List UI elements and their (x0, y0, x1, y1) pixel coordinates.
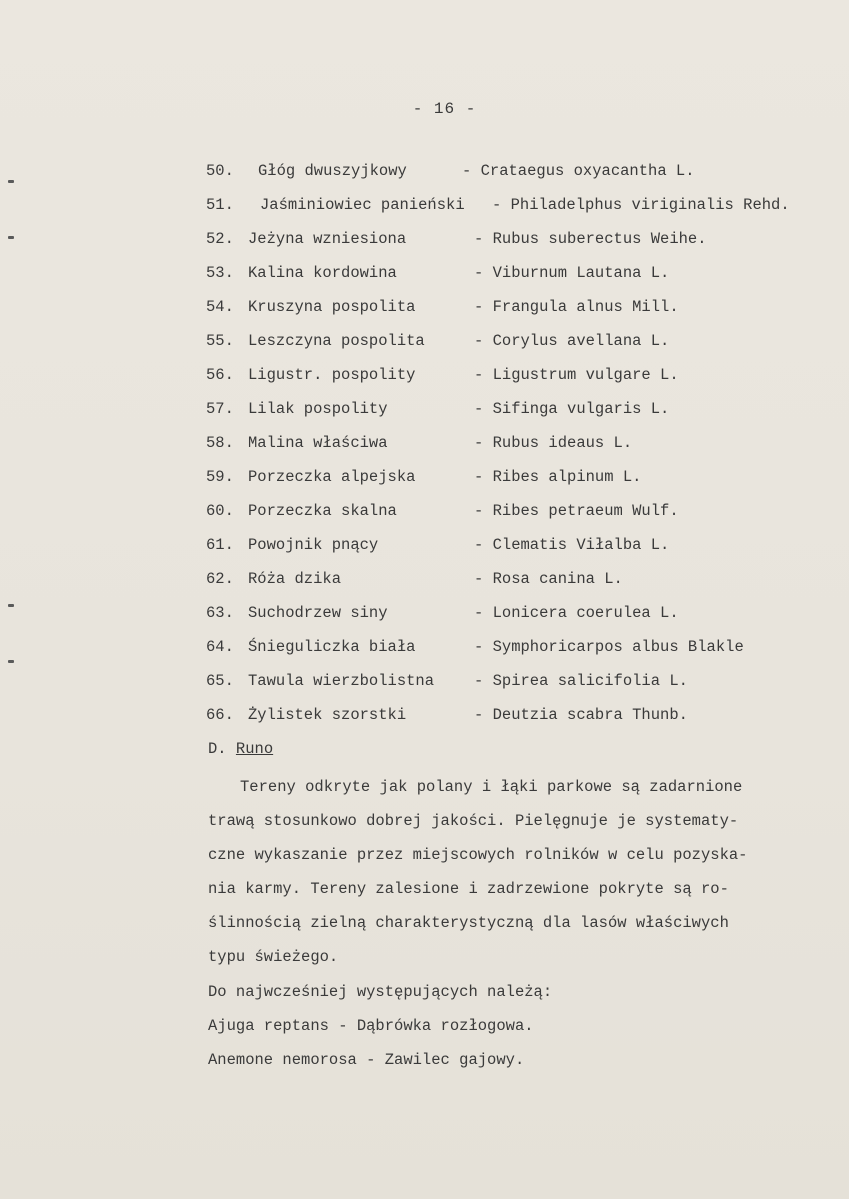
polish-name: Kruszyna pospolita (248, 298, 416, 316)
item-number: 62. (206, 570, 234, 588)
polish-name: Głóg dwuszyjkowy (258, 162, 407, 180)
polish-name: Kalina kordowina (248, 264, 397, 282)
latin-name: - Viburnum Lautana L. (474, 264, 670, 282)
latin-name: - Rosa canina L. (474, 570, 623, 588)
polish-name: Jaśminiowiec panieński (260, 196, 465, 214)
item-number: 66. (206, 706, 234, 724)
latin-name: - Lonicera coerulea L. (474, 604, 679, 622)
list-item (206, 464, 836, 498)
item-number: 50. (206, 162, 234, 180)
item-number: 54. (206, 298, 234, 316)
list-item (206, 566, 836, 600)
polish-name: Żylistek szorstki (248, 706, 407, 724)
latin-name: - Sifinga vulgaris L. (474, 400, 670, 418)
polish-name: Jeżyna wzniesiona (248, 230, 407, 248)
polish-name: Śnieguliczka biała (248, 638, 416, 656)
item-number: 64. (206, 638, 234, 656)
item-number: 51. (206, 196, 234, 214)
paragraph-line: czne wykaszanie przez miejscowych rolników w celu pozyska- (208, 846, 748, 864)
paragraph-line: typu świeżego. (208, 948, 339, 966)
latin-name: - Symphoricarpos albus Blakle (474, 638, 744, 656)
paragraph-line: Tereny odkryte jak polany i łąki parkowe są zadarnione (240, 778, 743, 796)
margin-mark (8, 660, 14, 663)
item-number: 53. (206, 264, 234, 282)
paragraph-line: ślinnością zielną charakterystyczną dla lasów właściwych (208, 914, 729, 932)
list-item (206, 668, 836, 702)
item-number: 58. (206, 434, 234, 452)
latin-name: - Deutzia scabra Thunb. (474, 706, 688, 724)
latin-name: - Rubus ideaus L. (474, 434, 633, 452)
latin-name: - Clematis Viłalba L. (474, 536, 670, 554)
text-line: Do najwcześniej występujących należą: (208, 983, 553, 1001)
item-number: 63. (206, 604, 234, 622)
paragraph-line: nia karmy. Tereny zalesione i zadrzewione pokryte są ro- (208, 880, 729, 898)
item-number: 56. (206, 366, 234, 384)
polish-name: Suchodrzew siny (248, 604, 388, 622)
latin-name: - Frangula alnus Mill. (474, 298, 679, 316)
polish-name: Tawula wierzbolistna (248, 672, 435, 690)
list-item (206, 226, 836, 260)
trailing-text (208, 975, 552, 1077)
latin-name: - Crataegus oxyacantha L. (462, 162, 695, 180)
body-paragraph (208, 770, 818, 974)
item-number: 52. (206, 230, 234, 248)
latin-name: - Corylus avellana L. (474, 332, 670, 350)
polish-name: Leszczyna pospolita (248, 332, 425, 350)
section-heading (208, 740, 273, 758)
polish-name: Porzeczka skalna (248, 502, 397, 520)
list-item (206, 702, 836, 736)
margin-mark (8, 604, 14, 607)
paragraph-line: trawą stosunkowo dobrej jakości. Pielęgnuje je systematy- (208, 812, 739, 830)
item-number: 61. (206, 536, 234, 554)
polish-name: Róża dzika (248, 570, 342, 588)
margin-mark (8, 180, 14, 183)
latin-name: - Ligustrum vulgare L. (474, 366, 679, 384)
latin-name: - Rubus suberectus Weihe. (474, 230, 707, 248)
item-number: 59. (206, 468, 234, 486)
text-line: Anemone nemorosa - Zawilec gajowy. (208, 1051, 525, 1069)
list-item (206, 600, 836, 634)
list-item (206, 430, 836, 464)
list-item (206, 328, 836, 362)
species-list (206, 158, 836, 736)
list-item (206, 158, 836, 192)
polish-name: Malina właściwa (248, 434, 388, 452)
polish-name: Powojnik pnący (248, 536, 379, 554)
latin-name: - Philadelphus viriginalis Rehd. (492, 196, 790, 214)
list-item (206, 362, 836, 396)
latin-name: - Ribes petraeum Wulf. (474, 502, 679, 520)
list-item (206, 532, 836, 566)
polish-name: Lilak pospolity (248, 400, 388, 418)
list-item (206, 634, 836, 668)
list-item (206, 260, 836, 294)
margin-mark (8, 236, 14, 239)
latin-name: - Spirea salicifolia L. (474, 672, 688, 690)
polish-name: Ligustr. pospolity (248, 366, 416, 384)
list-item (206, 192, 836, 226)
list-item (206, 294, 836, 328)
section-letter: D. (208, 740, 227, 758)
polish-name: Porzeczka alpejska (248, 468, 416, 486)
item-number: 55. (206, 332, 234, 350)
page-number: - 16 - (412, 100, 477, 118)
list-item (206, 498, 836, 532)
list-item (206, 396, 836, 430)
item-number: 57. (206, 400, 234, 418)
item-number: 60. (206, 502, 234, 520)
section-title: Runo (235, 740, 274, 758)
item-number: 65. (206, 672, 234, 690)
text-line: Ajuga reptans - Dąbrówka rozłogowa. (208, 1017, 534, 1035)
latin-name: - Ribes alpinum L. (474, 468, 642, 486)
